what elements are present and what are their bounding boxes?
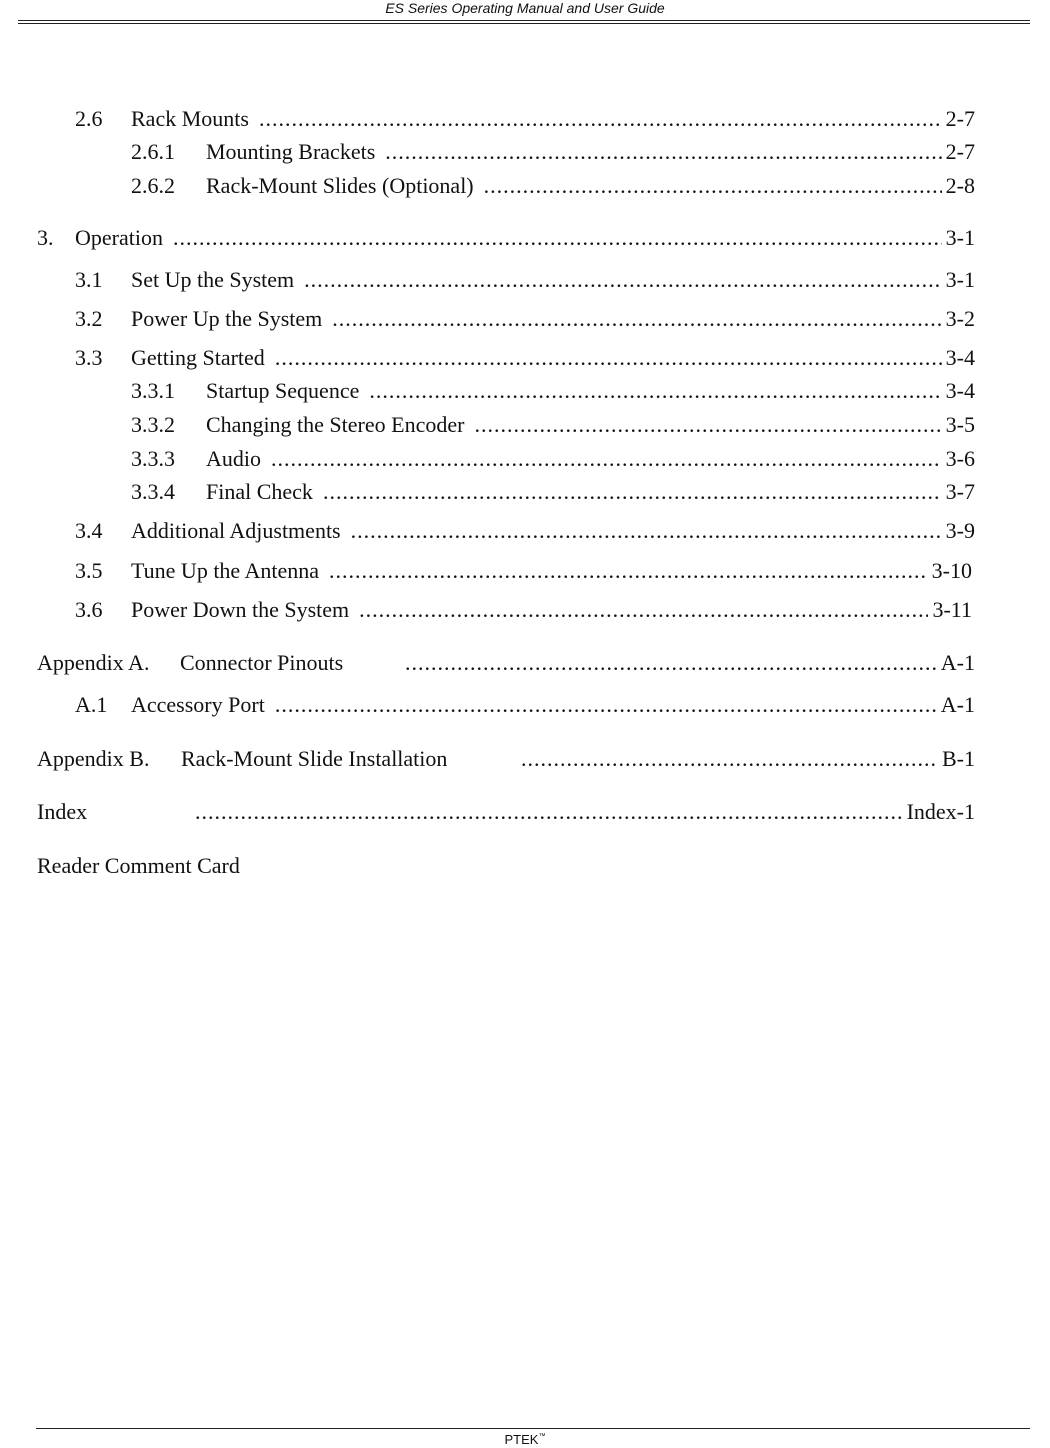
toc-title: Reader Comment Card xyxy=(37,853,240,878)
toc-page: 3-4 xyxy=(945,345,975,370)
toc-entry-3-5[interactable] xyxy=(75,558,972,584)
toc-number: 3.3.4 xyxy=(131,479,175,504)
toc-title: Rack-Mount Slide Installation xyxy=(181,746,448,771)
toc-leader xyxy=(195,799,903,825)
toc-page: 2-7 xyxy=(945,106,975,131)
toc-number: 3.3.2 xyxy=(131,412,175,437)
toc-entry-3-6[interactable] xyxy=(75,597,972,623)
toc-number: 2.6.2 xyxy=(131,173,175,198)
toc-title: Connector Pinouts xyxy=(180,650,344,675)
toc-page: 3-7 xyxy=(945,479,975,504)
toc-leader xyxy=(323,479,942,505)
toc-entry-index[interactable] xyxy=(37,799,975,825)
toc-entry-3-1[interactable] xyxy=(75,267,975,293)
toc-leader xyxy=(259,106,942,132)
toc-page: 3-2 xyxy=(945,306,975,331)
toc-leader xyxy=(173,225,942,251)
toc-leader xyxy=(332,306,941,332)
toc-entry-2-6-1[interactable] xyxy=(131,139,975,165)
toc-title: Additional Adjustments xyxy=(131,518,341,543)
toc-page: A-1 xyxy=(940,692,975,717)
toc-title: Final Check xyxy=(206,479,313,504)
toc-entry-3[interactable] xyxy=(37,225,975,251)
toc-entry-appendix-a[interactable] xyxy=(37,650,975,676)
toc-entry-3-4[interactable] xyxy=(75,518,975,544)
toc-number: 2.6.1 xyxy=(131,139,175,164)
toc-page: 3-1 xyxy=(945,267,975,292)
toc-number: 3.3.1 xyxy=(131,378,175,403)
toc-number: 2.6 xyxy=(75,106,103,131)
toc-leader xyxy=(474,412,941,438)
toc-page: 3-11 xyxy=(932,597,972,622)
toc-number: Appendix B. xyxy=(37,746,150,771)
toc-leader xyxy=(385,139,941,165)
toc-leader xyxy=(271,446,942,472)
toc-page: 3-10 xyxy=(931,558,972,583)
toc-leader xyxy=(369,378,941,404)
toc-title: Power Down the System xyxy=(131,597,350,622)
toc-page: B-1 xyxy=(942,746,975,771)
toc-title: Accessory Port xyxy=(131,692,265,717)
toc-entry-3-3-4[interactable] xyxy=(131,479,975,505)
toc-page: 3-6 xyxy=(945,446,975,471)
toc-title: Startup Sequence xyxy=(206,378,360,403)
toc-number: A.1 xyxy=(75,692,108,717)
toc-title: Rack Mounts xyxy=(131,106,249,131)
toc-number: Appendix A. xyxy=(37,650,150,675)
toc-title: Operation xyxy=(75,225,163,250)
toc-page: 2-8 xyxy=(945,173,975,198)
toc-number: Index xyxy=(37,799,88,824)
toc-leader xyxy=(359,597,928,623)
toc-number: 3.4 xyxy=(75,518,103,543)
toc-entry-2-6-2[interactable] xyxy=(131,173,975,199)
toc-title: Set Up the System xyxy=(131,267,295,292)
toc-title: Mounting Brackets xyxy=(206,139,376,164)
toc-title: Tune Up the Antenna xyxy=(131,558,320,583)
toc-entry-3-3[interactable] xyxy=(75,345,975,371)
toc-leader xyxy=(521,746,938,772)
toc-entry-reader-comment-card[interactable] xyxy=(37,853,637,879)
toc-entry-2-6[interactable] xyxy=(75,106,975,132)
footer-brand xyxy=(0,1429,1050,1448)
toc-number: 3. xyxy=(37,225,54,250)
toc-leader xyxy=(484,173,942,199)
toc-title: Getting Started xyxy=(131,345,265,370)
toc-number: 3.2 xyxy=(75,306,103,331)
toc-leader xyxy=(275,345,942,371)
toc-leader xyxy=(405,650,937,676)
toc-page: 3-9 xyxy=(945,518,975,543)
toc-page: 3-1 xyxy=(945,225,975,250)
toc-leader xyxy=(351,518,942,544)
toc-page: A-1 xyxy=(940,650,975,675)
toc-number: 3.1 xyxy=(75,267,103,292)
toc-entry-3-3-1[interactable] xyxy=(131,378,975,404)
toc-number: 3.6 xyxy=(75,597,103,622)
toc-page: 2-7 xyxy=(945,139,975,164)
toc-number: 3.3 xyxy=(75,345,103,370)
toc-entry-3-3-2[interactable] xyxy=(131,412,975,438)
toc-title: Power Up the System xyxy=(131,306,323,331)
toc-leader xyxy=(275,692,937,718)
toc-title: Audio xyxy=(206,446,261,471)
running-header-title: ES Series Operating Manual and User Guide xyxy=(385,0,665,16)
toc-entry-3-2[interactable] xyxy=(75,306,975,332)
toc-number: 3.3.3 xyxy=(131,446,175,471)
toc-number: 3.5 xyxy=(75,558,103,583)
toc-entry-a-1[interactable] xyxy=(75,692,975,718)
toc-leader xyxy=(329,558,928,584)
toc-leader xyxy=(304,267,942,293)
toc-title: Changing the Stereo Encoder xyxy=(206,412,465,437)
toc-page: 3-5 xyxy=(945,412,975,437)
toc-entry-3-3-3[interactable] xyxy=(131,446,975,472)
toc-page: Index-1 xyxy=(906,799,975,824)
toc-page: 3-4 xyxy=(945,378,975,403)
trademark-mark: ™ xyxy=(538,1433,546,1440)
brand-name: PTEK xyxy=(504,1432,539,1447)
toc-entry-appendix-b[interactable] xyxy=(37,746,975,772)
toc-title: Rack-Mount Slides (Optional) xyxy=(206,173,474,198)
